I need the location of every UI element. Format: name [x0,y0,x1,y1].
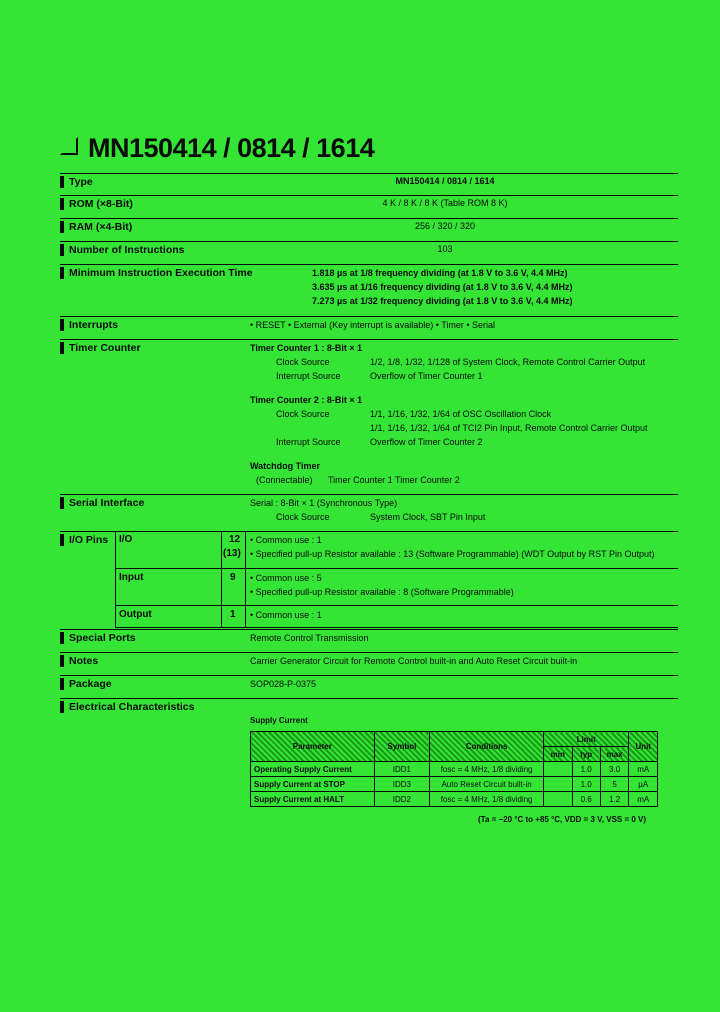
watchdog-connectable: (Connectable) [256,475,313,485]
io-row-name: I/O [119,534,133,545]
exec-time-line: 3.635 µs at 1/16 frequency dividing (at 1.8 V to 3.6 V, 4.4 MHz) [312,282,573,292]
timer-label: Timer Counter [69,342,141,354]
exec-time-line: 7.273 µs at 1/32 frequency dividing (at 1.8 V to 3.6 V, 4.4 MHz) [312,296,573,306]
io-row-count-alt: (13) [223,548,241,559]
notes-value: Carrier Generator Circuit for Remote Control built-in and Auto Reset Circuit built-in [250,656,578,666]
header-symbol: Symbol [374,732,430,762]
header-limit: Limit [544,732,629,747]
serial-label: Serial Interface [69,497,145,509]
special-ports-label: Special Ports [69,632,136,644]
timer2-clock-key: Clock Source [276,409,330,419]
rom-value: 4 K / 8 K / 8 K (Table ROM 8 K) [382,198,508,208]
io-row-name: Input [119,572,144,583]
package-label: Package [69,678,112,690]
type-label: Type [69,176,93,188]
header-unit: Unit [629,732,658,762]
instructions-label: Number of Instructions [69,244,185,256]
interrupts-label: Interrupts [69,319,119,331]
special-ports-value: Remote Control Transmission [250,633,369,643]
timer1-heading: Timer Counter 1 : 8-Bit × 1 [250,343,363,353]
ram-label: RAM (×4-Bit) [69,221,133,233]
timer2-clock-value: 1/1, 1/16, 1/32, 1/64 of OSC Oscillation Clock [370,409,552,419]
supply-current-title: Supply Current [250,716,308,725]
rom-label: ROM (×8-Bit) [69,198,133,210]
io-row-name: Output [119,609,152,620]
io-row-detail: • Common use : 5 [250,573,322,583]
page-title: MN150414 / 0814 / 1614 [60,133,374,164]
timer2-int-key: Interrupt Source [276,437,341,447]
exec-time-label: Minimum Instruction Execution Time [69,267,253,279]
timer1-clock-value: 1/2, 1/8, 1/32, 1/128 of System Clock, Remote Control Carrier Output [370,357,646,367]
header-parameter: Parameter [251,732,375,762]
checkbox-square-icon [60,137,78,155]
timer2-heading: Timer Counter 2 : 8-Bit × 1 [250,395,363,405]
ram-value: 256 / 320 / 320 [414,221,476,231]
io-row-detail: • Specified pull-up Resistor available : 13 (Software Programmable) (WDT Output by RST Pin Output) [250,549,655,559]
header-min: min [544,747,572,762]
io-row-detail: • Specified pull-up Resistor available : 8 (Software Programmable) [250,587,514,597]
io-row-count: 9 [230,572,236,583]
watchdog-heading: Watchdog Timer [250,461,321,471]
io-row-count: 12 [229,534,241,545]
timer2-clock-value: 1/1, 1/16, 1/32, 1/64 of TCI2 Pin Input, Remote Control Carrier Output [370,423,648,433]
notes-label: Notes [69,655,99,667]
conditions-footnote: (Ta = −20 °C to +85 °C, VDD = 3 V, VSS = 0 V) [478,815,647,824]
timer1-clock-key: Clock Source [276,357,330,367]
io-row-detail: • Common use : 1 [250,535,322,545]
timer1-int-key: Interrupt Source [276,371,341,381]
table-row: Operating Supply Current IDD1 fosc = 4 MHz, 1/8 dividing 1.0 3.0 mA [251,762,658,777]
table-row: Supply Current at STOP IDD3 Auto Reset Circuit built-in 1.0 5 µA [251,777,658,792]
package-value: SOP028-P-0375 [250,679,317,689]
timer1-int-value: Overflow of Timer Counter 1 [370,371,483,381]
header-conditions: Conditions [430,732,544,762]
supply-current-table [250,731,658,807]
header-max: max [600,747,629,762]
header-typ: typ [572,747,600,762]
interrupts-value: • RESET • External (Key interrupt is available) • Timer • Serial [250,320,496,330]
watchdog-targets: Timer Counter 1 Timer Counter 2 [328,475,460,485]
io-row-detail: • Common use : 1 [250,610,322,620]
serial-clock-value: System Clock, SBT Pin Input [370,512,486,522]
serial-heading: Serial : 8-Bit × 1 (Synchronous Type) [250,498,398,508]
type-value: MN150414 / 0814 / 1614 [395,176,495,186]
exec-time-line: 1.818 µs at 1/8 frequency dividing (at 1.8 V to 3.6 V, 4.4 MHz) [312,268,568,278]
io-row-count: 1 [230,609,236,620]
instructions-value: 103 [437,244,453,254]
io-label: I/O Pins [69,534,109,546]
serial-clock-key: Clock Source [276,512,330,522]
electrical-label: Electrical Characteristics [69,701,195,713]
table-row: Supply Current at HALT IDD2 fosc = 4 MHz, 1/8 dividing 0.6 1.2 mA [251,792,658,807]
timer2-int-value: Overflow of Timer Counter 2 [370,437,483,447]
